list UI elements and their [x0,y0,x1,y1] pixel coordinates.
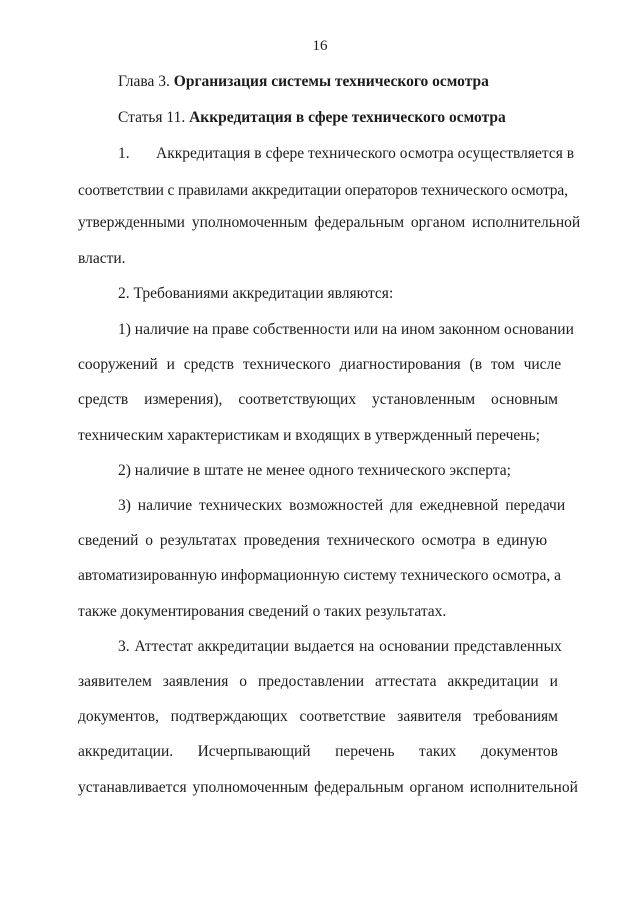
word: соответствие [299,708,386,725]
paragraph-number: 1. [118,145,130,162]
word: таких [418,743,457,760]
word: аккредитации [447,673,539,690]
text-line: 1) наличие на праве собственности или на ином законном основании [118,321,574,338]
chapter-prefix: Глава 3. [118,73,170,90]
article-prefix: Статья 11. [118,109,186,126]
text-line: автоматизированную информационную систему технического осмотра, а [78,567,561,584]
text-line: Аккредитация в сфере технического осмотра осуществляется в [156,145,575,162]
text-line: сведений о результатах проведения технического осмотра в единую [78,532,548,549]
page-number: 16 [312,38,328,54]
word: о [239,673,248,690]
text-line: сооружений и средств технического диагностирования (в том числе [78,356,562,373]
justified-line [78,672,558,692]
justified-line [78,707,558,727]
word: предоставлении [257,673,365,690]
word: требованиям [473,708,558,725]
word: заявления [162,673,229,690]
word: установленным [372,391,476,408]
word: и [549,673,558,690]
word: перечень [335,743,395,760]
word: измерения), [144,391,223,408]
word: Исчерпывающий [197,743,311,760]
word: заявителем [78,673,152,690]
chapter-heading [118,72,489,92]
word: аккредитации. [78,743,174,760]
article-title: Аккредитация в сфере технического осмотра [189,109,506,126]
word: средств [78,391,129,408]
text-line: 3. Аттестат аккредитации выдается на основании представленных [118,638,562,655]
word: аттестата [375,673,437,690]
text-line: 2. Требованиями аккредитации являются: [118,285,394,302]
article-heading [118,108,506,128]
text-line: утвержденными уполномоченным федеральным органом исполнительной [78,214,581,231]
word: документов, [78,708,159,725]
justified-line [78,390,558,410]
text-line: 3) наличие технических возможностей для ежедневной передачи [118,497,566,514]
word: документов [480,743,558,760]
word: заявителя [397,708,462,725]
text-line: соответствии с правилами аккредитации операторов технического осмотра, [78,182,568,199]
text-line: устанавливается уполномоченным федеральным органом исполнительной [78,779,578,796]
justified-line [78,742,558,762]
word: основным [491,391,558,408]
chapter-title: Организация системы технического осмотра [173,73,489,90]
text-line: также документирования сведений о таких результатах. [78,603,447,620]
text-line: техническим характеристикам и входящих в утвержденный перечень; [78,427,540,444]
text-line: 2) наличие в штате не менее одного технического эксперта; [118,462,511,479]
text-line: власти. [78,250,126,267]
word: соответствующих [238,391,357,408]
word: подтверждающих [170,708,288,725]
